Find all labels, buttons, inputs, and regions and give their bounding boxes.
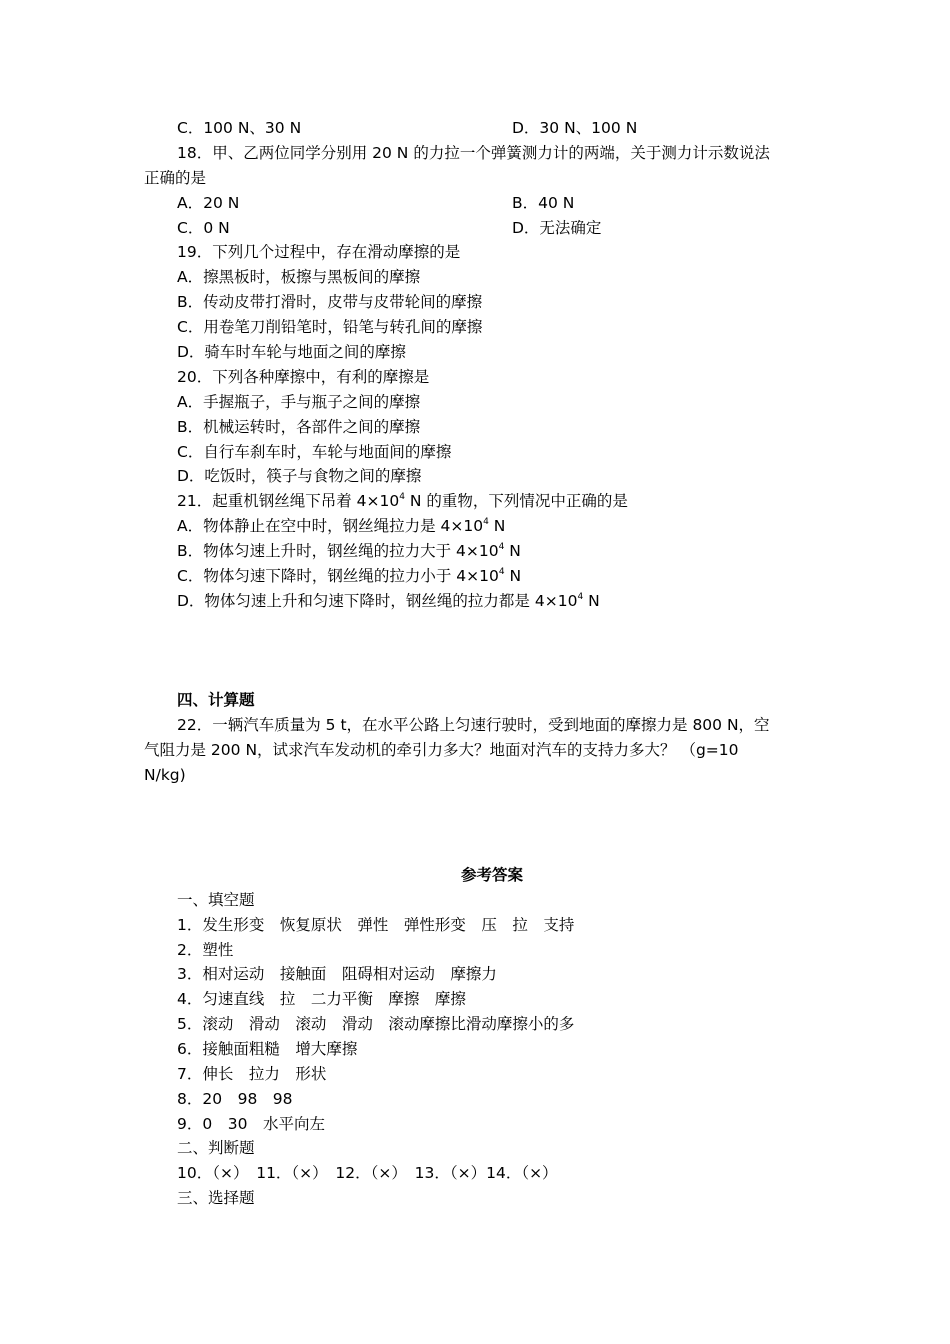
q18-option-b: B．40 N <box>512 194 575 212</box>
answer-item: 7．伸长 拉力 形状 <box>177 1065 327 1083</box>
q18-option-c: C．0 N <box>177 219 230 237</box>
q21-stem <box>177 491 628 511</box>
q20-option-a: A．手握瓶子，手与瓶子之间的摩擦 <box>177 393 421 411</box>
option-text: A．物体静止在空中时，钢丝绳拉力是 4×10 <box>177 517 484 535</box>
answer-item: 6．接触面粗糙 增大摩擦 <box>177 1040 358 1058</box>
answers-fill-title: 一、填空题 <box>177 891 255 909</box>
q20-option-d: D．吃饭时，筷子与食物之间的摩擦 <box>177 467 422 485</box>
q19-stem: 19．下列几个过程中，存在滑动摩擦的是 <box>177 243 461 261</box>
q20-option-b: B．机械运转时，各部件之间的摩擦 <box>177 418 421 436</box>
option-text: D．物体匀速上升和匀速下降时，钢丝绳的拉力都是 4×10 <box>177 592 578 610</box>
q21-stem-text-end: N 的重物，下列情况中正确的是 <box>404 492 628 510</box>
q21-option-d <box>177 591 600 611</box>
q18-stem: 18．甲、乙两位同学分别用 20 N 的力拉一个弹簧测力计的两端，关于测力计示数说法 <box>177 144 770 162</box>
option-text: C．物体匀速下降时，钢丝绳的拉力小于 4×10 <box>177 567 499 585</box>
answer-item: 8．20 98 98 <box>177 1090 293 1108</box>
answer-item: 1．发生形变 恢复原状 弹性 弹性形变 压 拉 支持 <box>177 916 575 934</box>
answer-item: 2．塑性 <box>177 941 234 959</box>
unit: N <box>488 517 506 535</box>
answer-item: 4．匀速直线 拉 二力平衡 摩擦 摩擦 <box>177 990 466 1008</box>
q22-stem-end: N/kg) <box>144 766 186 784</box>
answer-item: 5．滚动 滑动 滚动 滑动 滚动摩擦比滑动摩擦小的多 <box>177 1015 575 1033</box>
exponent: 4 <box>483 517 489 527</box>
q18-option-d: D．无法确定 <box>512 219 602 237</box>
q20-option-c: C．自行车刹车时，车轮与地面间的摩擦 <box>177 443 452 461</box>
answer-item: 3．相对运动 接触面 阻碍相对运动 摩擦力 <box>177 965 497 983</box>
option-text: B．物体匀速上升时，钢丝绳的拉力大于 4×10 <box>177 542 499 560</box>
exponent: 4 <box>399 492 405 502</box>
q19-option-c: C．用卷笔刀削铅笔时，铅笔与转孔间的摩擦 <box>177 318 483 336</box>
q21-stem-text: 21．起重机钢丝绳下吊着 4×10 <box>177 492 400 510</box>
answers-choice-title: 三、选择题 <box>177 1189 255 1207</box>
q19-option-a: A．擦黑板时，板擦与黑板间的摩擦 <box>177 268 421 286</box>
exponent: 4 <box>498 567 505 577</box>
q19-option-b: B．传动皮带打滑时，皮带与皮带轮间的摩擦 <box>177 293 483 311</box>
q17-option-c: C．100 N、30 N <box>177 119 302 137</box>
answers-judge: 10．（×） 11．（×） 12．（×） 13．（×）14．（×） <box>177 1164 558 1182</box>
q20-stem: 20．下列各种摩擦中，有利的摩擦是 <box>177 368 430 386</box>
q22-stem: 22．一辆汽车质量为 5 t，在水平公路上匀速行驶时，受到地面的摩擦力是 800 N，空 <box>177 716 770 734</box>
q18-option-a: A．20 N <box>177 194 240 212</box>
exponent: 4 <box>498 542 505 552</box>
unit: N <box>583 592 600 610</box>
exponent: 4 <box>577 592 584 602</box>
q19-option-d: D．骑车时车轮与地面之间的摩擦 <box>177 343 406 361</box>
section-4-title: 四、计算题 <box>177 691 255 709</box>
unit: N <box>504 567 522 585</box>
unit: N <box>504 542 521 560</box>
q22-stem-cont: 气阻力是 200 N，试求汽车发动机的牵引力多大？地面对汽车的支持力多大？ （g=10 <box>144 741 739 759</box>
q21-option-b <box>177 541 521 561</box>
q21-option-a <box>177 516 505 536</box>
q21-option-c <box>177 566 521 586</box>
q17-option-d: D．30 N、100 N <box>512 119 638 137</box>
q18-stem-cont: 正确的是 <box>144 169 207 187</box>
answers-judge-title: 二、判断题 <box>177 1139 255 1157</box>
answer-item: 9．0 30 水平向左 <box>177 1115 325 1133</box>
answers-title: 参考答案 <box>460 866 523 884</box>
